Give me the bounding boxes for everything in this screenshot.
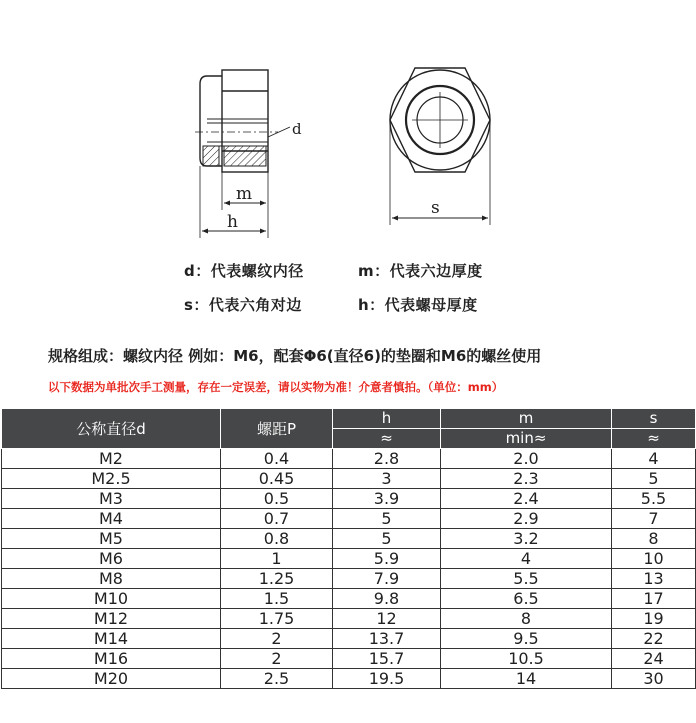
dimension-label-m: m	[236, 184, 253, 204]
header-h: h	[333, 409, 441, 429]
cell-m: 2.3	[441, 469, 612, 489]
cell-m: 2.9	[441, 509, 612, 529]
cell-m: 8	[441, 609, 612, 629]
header-h-sub: ≈	[333, 429, 441, 449]
table-row	[2, 489, 696, 509]
cell-m: 9.5	[441, 629, 612, 649]
cell-m: 10.5	[441, 649, 612, 669]
cell-pitch: 1.25	[221, 569, 333, 589]
cell-m: 4	[441, 549, 612, 569]
cell-pitch: 1.5	[221, 589, 333, 609]
cell-s: 8	[612, 529, 696, 549]
cell-m: 2.4	[441, 489, 612, 509]
cell-diameter: M16	[2, 649, 221, 669]
cell-diameter: M4	[2, 509, 221, 529]
cell-diameter: M2	[2, 449, 221, 469]
cell-h: 7.9	[333, 569, 441, 589]
measurement-note: 以下数据为单批次手工测量，存在一定误差，请以实物为准！介意者慎拍。（单位：mm）	[48, 380, 504, 394]
cell-diameter: M14	[2, 629, 221, 649]
cell-h: 2.8	[333, 449, 441, 469]
cell-s: 10	[612, 549, 696, 569]
header-m: m	[441, 409, 612, 429]
spec-table	[1, 408, 696, 689]
cell-diameter: M20	[2, 669, 221, 689]
legend-s: s：代表六角对边	[184, 296, 302, 314]
cell-h: 3.9	[333, 489, 441, 509]
cell-s: 19	[612, 609, 696, 629]
cell-h: 15.7	[333, 649, 441, 669]
cell-h: 5	[333, 529, 441, 549]
cell-diameter: M3	[2, 489, 221, 509]
cell-s: 5.5	[612, 489, 696, 509]
cell-h: 19.5	[333, 669, 441, 689]
cell-pitch: 2	[221, 649, 333, 669]
table-row	[2, 609, 696, 629]
table-row	[2, 509, 696, 529]
cell-pitch: 0.45	[221, 469, 333, 489]
nut-side-view	[195, 70, 290, 238]
cell-diameter: M8	[2, 569, 221, 589]
cell-s: 7	[612, 509, 696, 529]
cell-m: 2.0	[441, 449, 612, 469]
cell-s: 22	[612, 629, 696, 649]
header-m-sub: min≈	[441, 429, 612, 449]
cell-pitch: 1.75	[221, 609, 333, 629]
cell-pitch: 2	[221, 629, 333, 649]
cell-h: 12	[333, 609, 441, 629]
dimension-label-h: h	[227, 212, 238, 232]
cell-s: 5	[612, 469, 696, 489]
cell-diameter: M12	[2, 609, 221, 629]
table-row	[2, 449, 696, 469]
cell-h: 5.9	[333, 549, 441, 569]
cell-diameter: M10	[2, 589, 221, 609]
cell-diameter: M5	[2, 529, 221, 549]
legend-d: d：代表螺纹内径	[184, 262, 304, 280]
table-row	[2, 669, 696, 689]
legend-m: m：代表六边厚度	[358, 262, 483, 280]
cell-m: 5.5	[441, 569, 612, 589]
nut-front-view	[390, 68, 490, 225]
cell-m: 3.2	[441, 529, 612, 549]
cell-pitch: 0.5	[221, 489, 333, 509]
cell-pitch: 0.7	[221, 509, 333, 529]
cell-diameter: M2.5	[2, 469, 221, 489]
cell-h: 13.7	[333, 629, 441, 649]
header-pitch: 螺距P	[221, 409, 333, 449]
dimension-label-s: s	[431, 198, 440, 218]
spec-table-body	[2, 449, 696, 689]
cell-s: 4	[612, 449, 696, 469]
cell-diameter: M6	[2, 549, 221, 569]
cell-s: 30	[612, 669, 696, 689]
cell-pitch: 2.5	[221, 669, 333, 689]
table-row	[2, 569, 696, 589]
table-row	[2, 589, 696, 609]
cell-s: 13	[612, 569, 696, 589]
header-s-sub: ≈	[612, 429, 696, 449]
cell-m: 14	[441, 669, 612, 689]
dimension-label-d: d	[292, 120, 302, 138]
cell-h: 3	[333, 469, 441, 489]
table-row	[2, 649, 696, 669]
cell-s: 24	[612, 649, 696, 669]
cell-s: 17	[612, 589, 696, 609]
legend-h: h：代表螺母厚度	[358, 296, 478, 314]
cell-pitch: 1	[221, 549, 333, 569]
cell-h: 5	[333, 509, 441, 529]
header-s: s	[612, 409, 696, 429]
table-row	[2, 629, 696, 649]
nut-technical-drawing	[0, 0, 696, 250]
cell-pitch: 0.8	[221, 529, 333, 549]
spec-description: 规格组成：螺纹内径 例如：M6，配套Φ6(直径6)的垫圈和M6的螺丝使用	[48, 347, 542, 365]
header-nominal-diameter: 公称直径d	[2, 409, 221, 449]
table-row	[2, 529, 696, 549]
cell-h: 9.8	[333, 589, 441, 609]
cell-pitch: 0.4	[221, 449, 333, 469]
table-row	[2, 549, 696, 569]
cell-m: 6.5	[441, 589, 612, 609]
table-row	[2, 469, 696, 489]
